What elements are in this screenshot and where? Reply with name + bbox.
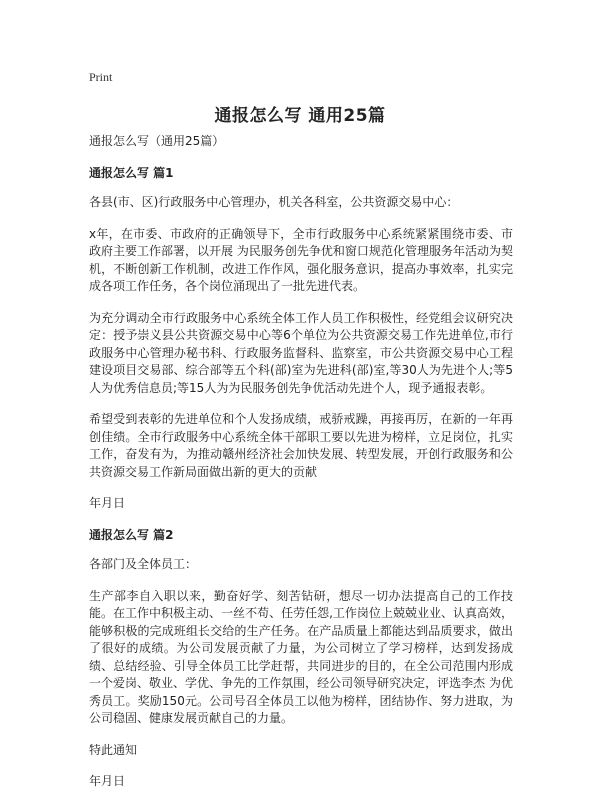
section-1-paragraph-1: x年，在市委、市政府的正确领导下，全市行政服务中心系统紧紧围绕市委、市政府主要工作部署，以开展 为民服务创先争优和窗口规范化管理服务年活动为契机，不断创新工作机制，改进工作作风，强化服务意识，提高办事效率，扎实完成各项工作任务，各个岗位涌现出了一批先进代表。 [89, 226, 513, 293]
document-body [89, 133, 513, 805]
document-title: 通报怎么写 通用25篇 [214, 106, 386, 126]
section-1-salutation: 各县(市、区)行政服务中心管理办，机关各科室，公共资源交易中心： [89, 195, 459, 209]
section-1-heading: 通报怎么写 篇1 [89, 165, 174, 180]
section-2-closing: 特此通知 [89, 742, 138, 757]
document-subtitle: 通报怎么写（通用25篇） [89, 134, 225, 148]
section-1-paragraph-3: 希望受到表彰的先进单位和个人发扬成绩，戒骄戒躁，再接再厉，在新的一年再创佳绩。全市行政服务中心系统全体干部职工要以先进为榜样，立足岗位，扎实工作，奋发有为，为推动赣州经济社会加快发展、转型发展，开创行政服务和公共资源交易工作新局面做出新的更大的贡献 [89, 412, 513, 479]
section-2-paragraph-1: 生产部李自入职以来，勤奋好学、刻苦钻研，想尽一切办法提高自己的工作技能。在工作中积极主动、一丝不苟、任劳任怨,工作岗位上兢兢业业、认真高效，能够积极的完成班组长交给的生产任务。在产品质量上都能达到品质要求，做出了很好的成绩。为公司发展贡献了力量，为公司树立了学习榜样，达到发扬成绩、总结经验、引导全体员工比学赶帮，共同进步的目的，在全公司范围内形成一个爱岗、敬业、学优、争先的工作氛围，经公司领导研究决定，评选李杰 为优秀员工。奖励150元。公司号召全体员工以他为榜样，团结协作、努力进取，为公司稳固、健康发展贡献自己的力量。 [89, 588, 513, 725]
section-2-date: 年月日 [89, 774, 126, 788]
section-2-heading: 通报怎么写 篇2 [89, 527, 174, 542]
section-1-date: 年月日 [89, 496, 126, 510]
section-2-salutation: 各部门及全体员工： [89, 557, 198, 571]
print-label: Print [89, 70, 113, 84]
section-1-paragraph-2: 为充分调动全市行政服务中心系统全体工作人员工作积极性，经党组会议研究决定：授予崇义县公共资源交易中心等6个单位为公共资源交易工作先进单位,市行政服务中心管理办秘书科、行政服务监督科、监察室，市公共资源交易中心工程建设项目交易部、综合部等五个科(部)室为先进科(部)室,等30人为先进个人;等5人为优秀信息员;等15人为为民服务创先争优活动先进个人，现予通报表彰。 [89, 310, 513, 395]
